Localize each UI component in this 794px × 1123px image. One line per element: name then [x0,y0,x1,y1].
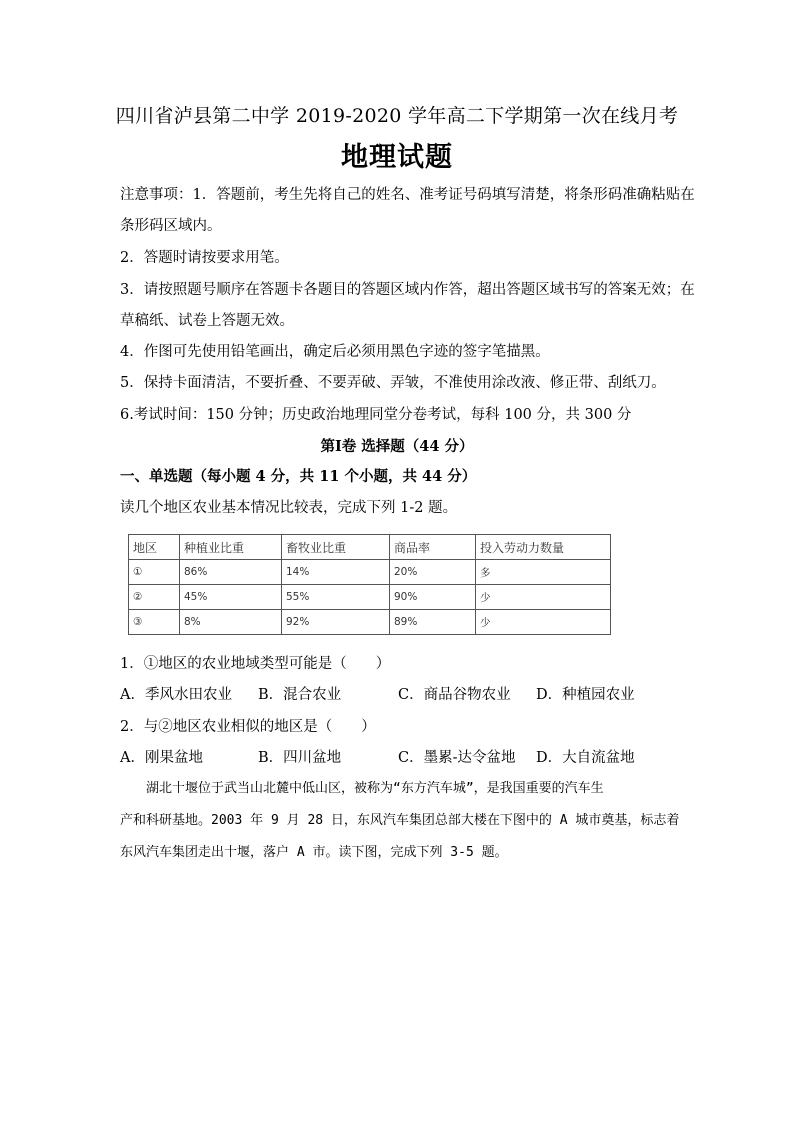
table-header: 地区 [129,535,180,560]
note-line-6: 6.考试时间：150 分钟；历史政治地理同堂分卷考试，每科 100 分，共 300 分 [120,407,632,423]
question-1-option-d: D．种植园农业 [536,687,635,703]
table-cell: 90% [390,585,476,610]
table-header: 种植业比重 [180,535,282,560]
table-cell: 少 [476,585,611,610]
part-heading: 一、单选题（每小题 4 分，共 11 个小题，共 44 分） [120,468,477,485]
passage-line-3: 东风汽车集团走出十堰，落户 A 市。读下图，完成下列 3-5 题。 [120,845,508,860]
table-cell: ② [129,585,180,610]
table-header: 畜牧业比重 [282,535,390,560]
exam-subtitle: 地理试题 [341,142,453,173]
table-row [129,610,611,635]
passage-line-1: 湖北十堰位于武当山北麓中低山区，被称为“东方汽车城”，是我国重要的汽车生 [120,781,604,796]
note-line-1-cont: 条形码区域内。 [120,218,222,234]
note-line-3-cont: 草稿纸、试卷上答题无效。 [120,313,294,329]
section-heading: 第Ⅰ卷 选择题（44 分） [320,438,474,455]
question-2-option-d: D．大自流盆地 [536,750,635,766]
table-row [129,585,611,610]
table-row [129,560,611,585]
table-cell: 多 [476,560,611,585]
table-cell: 55% [282,585,390,610]
table-cell: 45% [180,585,282,610]
table-cell: 20% [390,560,476,585]
exam-title: 四川省泸县第二中学 2019-2020 学年高二下学期第一次在线月考 [115,105,679,127]
note-line-3: 3．请按照题号顺序在答题卡各题目的答题区域内作答，超出答题区域书写的答案无效；在 [120,282,695,298]
table-cell: 92% [282,610,390,635]
table-cell: ① [129,560,180,585]
question-1-option-b: B．混合农业 [258,687,342,703]
table-cell: 89% [390,610,476,635]
table-header-row [129,535,611,560]
question-2-option-a: A．刚果盆地 [120,750,203,766]
question-2-option-b: B．四川盆地 [258,750,342,766]
agriculture-table [128,534,611,635]
passage-line-2: 产和科研基地。2003 年 9 月 28 日，东风汽车集团总部大楼在下图中的 A 城市奠基，标志着 [120,813,680,828]
question-1-option-a: A．季风水田农业 [120,687,232,703]
question-1-option-c: C．商品谷物农业 [398,687,511,703]
table-cell: 少 [476,610,611,635]
question-2-option-c: C．墨累-达令盆地 [398,750,516,766]
table-cell: ③ [129,610,180,635]
note-line-5: 5．保持卡面清洁，不要折叠、不要弄破、弄皱，不准使用涂改液、修正带、刮纸刀。 [120,375,666,391]
note-line-4: 4．作图可先使用铅笔画出，确定后必须用黑色字迹的签字笔描黑。 [120,344,550,360]
table-header: 投入劳动力数量 [476,535,611,560]
table-header: 商品率 [390,535,476,560]
question-1-stem: 1．①地区的农业地域类型可能是（ ） [120,656,391,672]
table-intro: 读几个地区农业基本情况比较表，完成下列 1-2 题。 [120,500,458,516]
question-2-stem: 2．与②地区农业相似的地区是（ ） [120,719,376,735]
note-line-2: 2．答题时请按要求用笔。 [120,250,289,266]
note-line-1: 注意事项：1．答题前，考生先将自己的姓名、准考证号码填写清楚，将条形码准确粘贴在 [120,187,695,203]
table-cell: 14% [282,560,390,585]
table-cell: 86% [180,560,282,585]
table-cell: 8% [180,610,282,635]
